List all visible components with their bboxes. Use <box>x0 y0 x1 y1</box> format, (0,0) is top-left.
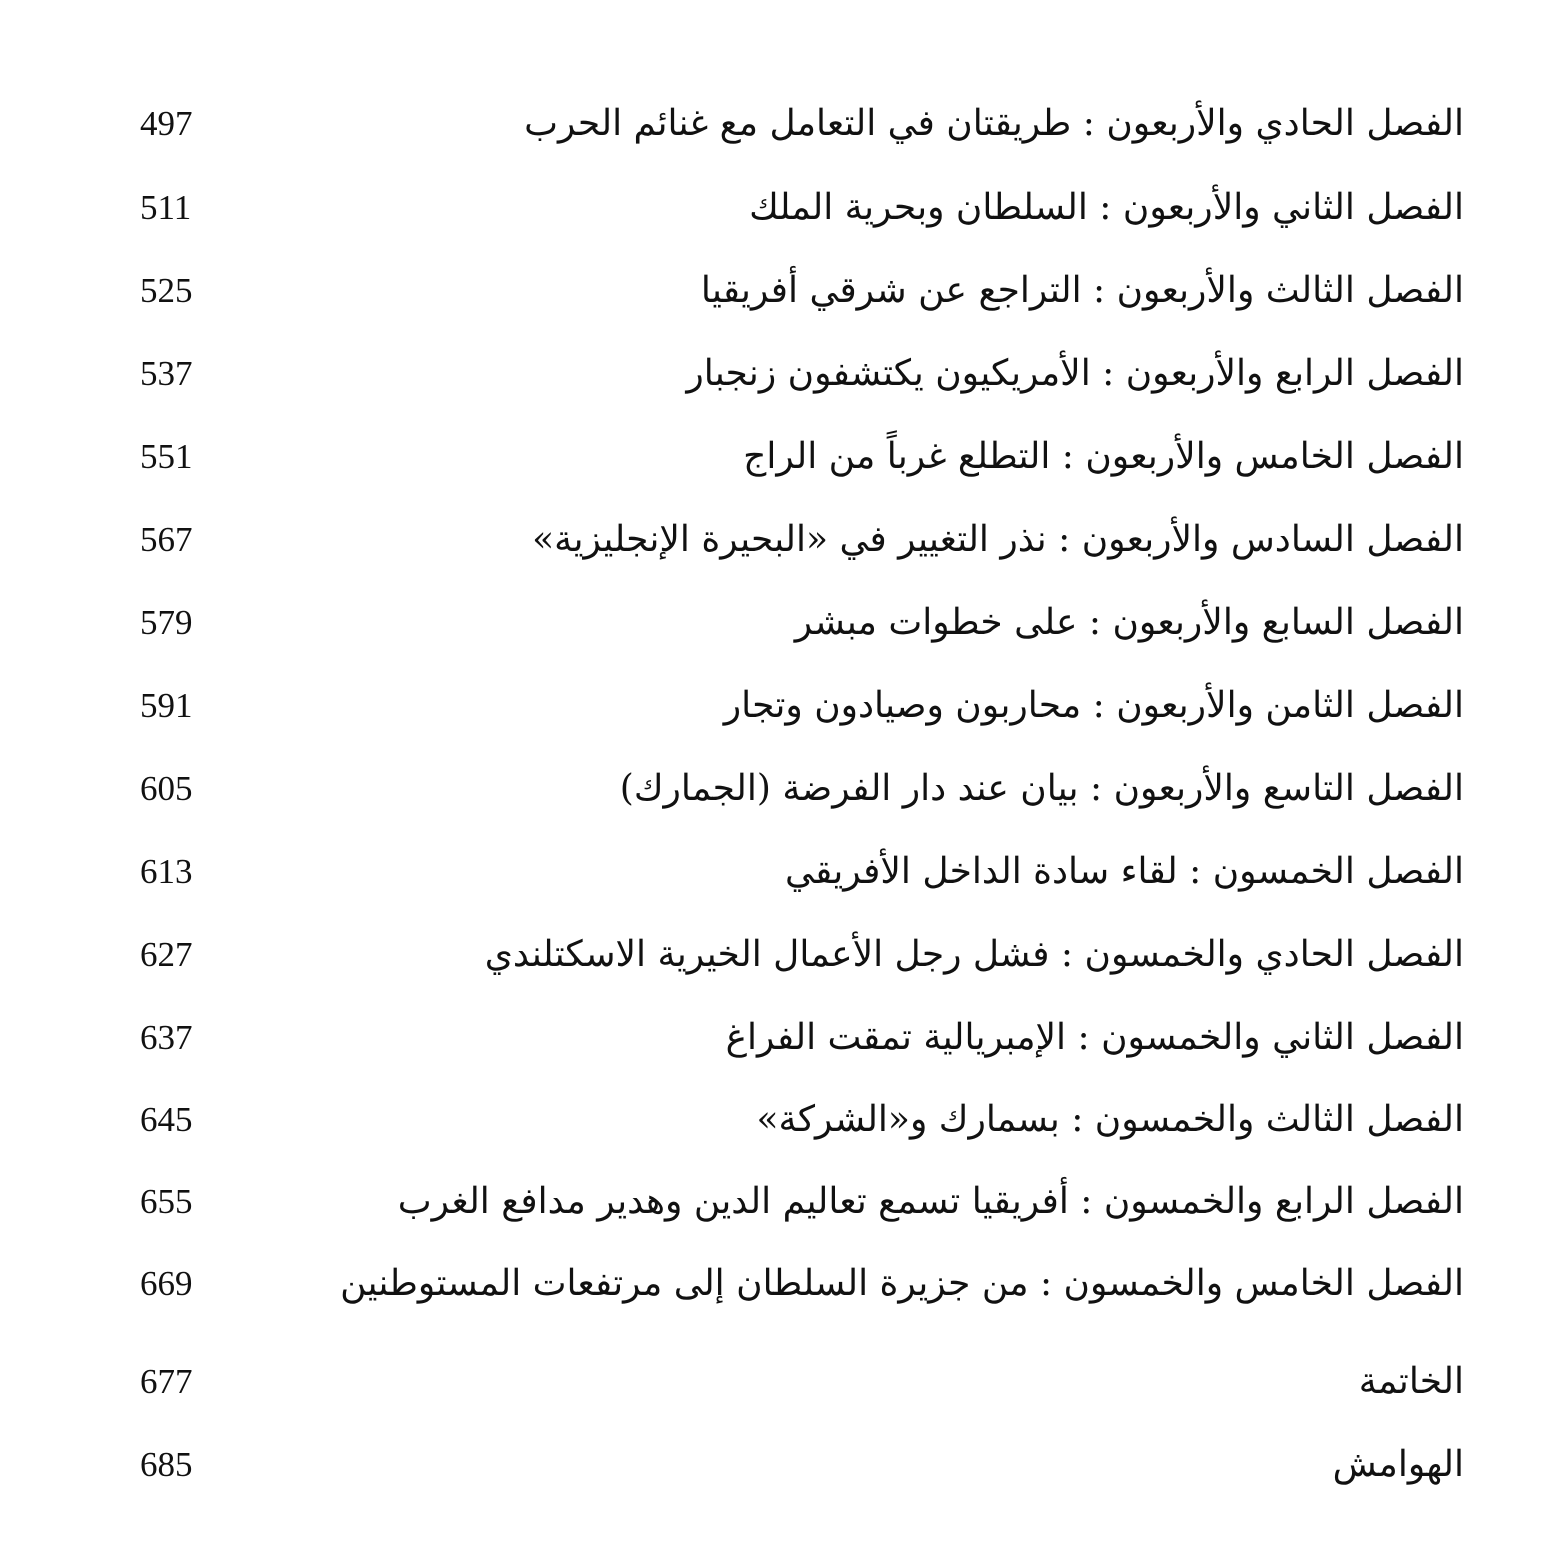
entry-page-number: 537 <box>140 354 193 393</box>
toc-row <box>0 332 1564 416</box>
toc-row <box>0 166 1564 250</box>
toc-row <box>0 664 1564 748</box>
entry-page-number: 511 <box>140 188 192 227</box>
entry-title: الهوامش <box>1332 1444 1464 1485</box>
toc-row <box>0 498 1564 582</box>
entry-page-number: 567 <box>140 520 193 559</box>
toc-row <box>0 415 1564 499</box>
entry-title: الفصل الثاني والخمسون : الإمبريالية تمقت الفراغ <box>725 1017 1464 1058</box>
entry-page-number: 685 <box>140 1445 193 1484</box>
entry-title: الفصل الرابع والأربعون : الأمريكيون يكتشفون زنجبار <box>686 353 1464 394</box>
toc-row <box>0 747 1564 831</box>
toc-row <box>0 1078 1564 1162</box>
entry-page-number: 655 <box>140 1182 193 1221</box>
toc-row <box>0 1423 1564 1507</box>
entry-title: الفصل السابع والأربعون : على خطوات مبشر <box>794 602 1464 643</box>
entry-title: الفصل الثالث والخمسون : بسمارك و«الشركة» <box>756 1099 1464 1140</box>
entry-title: الفصل الخامس والأربعون : التطلع غرباً من الراج <box>743 436 1464 477</box>
entry-title: الخاتمة <box>1358 1361 1464 1402</box>
toc-row <box>0 581 1564 665</box>
toc-row <box>0 1340 1564 1424</box>
entry-page-number: 551 <box>140 437 193 476</box>
entry-page-number: 645 <box>140 1100 193 1139</box>
entry-title: الفصل الرابع والخمسون : أفريقيا تسمع تعاليم الدين وهدير مدافع الغرب <box>397 1181 1464 1222</box>
entry-title: الفصل الثاني والأربعون : السلطان وبحرية الملك <box>749 187 1464 228</box>
entry-page-number: 627 <box>140 935 193 974</box>
entry-page-number: 591 <box>140 686 193 725</box>
entry-page-number: 497 <box>140 104 193 143</box>
entry-page-number: 579 <box>140 603 193 642</box>
entry-page-number: 669 <box>140 1264 193 1303</box>
entry-title: الفصل الخمسون : لقاء سادة الداخل الأفريقي <box>785 851 1464 892</box>
entry-page-number: 613 <box>140 852 193 891</box>
entry-title: الفصل الثامن والأربعون : محاربون وصيادون وتجار <box>723 685 1464 726</box>
entry-title: الفصل الثالث والأربعون : التراجع عن شرقي أفريقيا <box>700 270 1464 311</box>
entry-title: الفصل الحادي والأربعون : طريقتان في التعامل مع غنائم الحرب <box>524 103 1464 144</box>
toc-row <box>0 249 1564 333</box>
entry-title: الفصل التاسع والأربعون : بيان عند دار الفرضة (الجمارك) <box>619 768 1464 809</box>
toc-row <box>0 82 1564 166</box>
entry-page-number: 605 <box>140 769 193 808</box>
toc-row <box>0 1242 1564 1326</box>
entry-page-number: 677 <box>140 1362 193 1401</box>
toc-row <box>0 1160 1564 1244</box>
toc-row <box>0 830 1564 914</box>
toc-row <box>0 913 1564 997</box>
entry-title: الفصل السادس والأربعون : نذر التغيير في «البحيرة الإنجليزية» <box>532 519 1464 560</box>
entry-title: الفصل الخامس والخمسون : من جزيرة السلطان إلى مرتفعات المستوطنين <box>340 1263 1464 1304</box>
entry-title: الفصل الحادي والخمسون : فشل رجل الأعمال الخيرية الاسكتلندي <box>484 934 1464 975</box>
entry-page-number: 637 <box>140 1018 193 1057</box>
entry-page-number: 525 <box>140 271 193 310</box>
toc-row <box>0 996 1564 1080</box>
